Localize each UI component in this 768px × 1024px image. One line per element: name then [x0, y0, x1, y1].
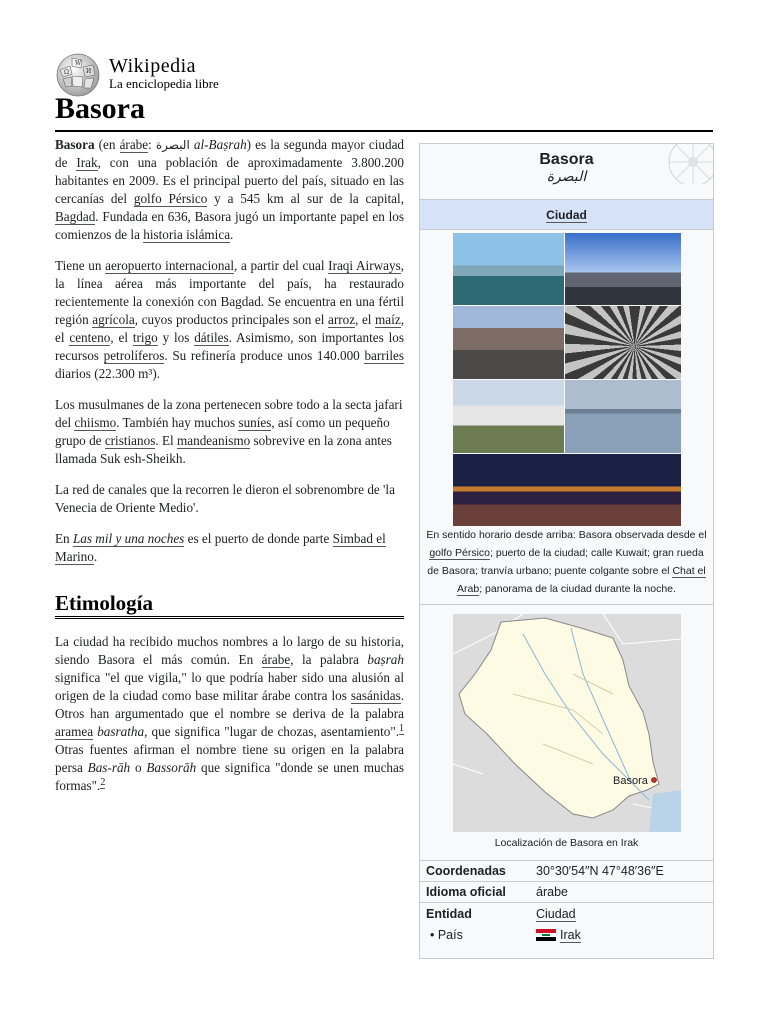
link-datiles[interactable]: dátiles	[194, 330, 229, 345]
infobox-type-link[interactable]: Ciudad	[546, 208, 587, 222]
caption-link-golfo[interactable]: golfo Pérsico	[429, 547, 491, 559]
link-iraqi-airways[interactable]: Iraqi Airways	[328, 258, 401, 273]
infobox-title: Basora	[539, 151, 594, 168]
title-divider	[55, 130, 713, 132]
photo-tram	[453, 380, 564, 453]
intro-paragraph-3: Los musulmanes de la zona pertenecen sobre todo a la secta jafari del chiismo. También hay muchos suníes, así como un pequeño grupo de cristianos. El mandeanismo sobrevive en la zona antes llamada Suk esh-Sheikh.	[55, 397, 403, 466]
arabic-name: البصرة	[155, 138, 190, 152]
map-city-marker	[651, 778, 656, 783]
infobox-native-name: البصرة	[546, 169, 587, 185]
link-aeropuerto[interactable]: aeropuerto internacional	[105, 258, 234, 273]
photo-port	[565, 233, 681, 305]
link-simbad[interactable]: Simbad el Marino	[55, 531, 386, 564]
link-arabe-2[interactable]: árabe	[261, 652, 291, 667]
link-irak[interactable]: Irak	[76, 155, 98, 170]
intro-paragraph-5: En Las mil y una noches es el puerto de donde parte Simbad el Marino.	[55, 531, 386, 564]
caption-link-chat-el-arab[interactable]: Chat el Arab	[457, 565, 706, 595]
coords-value[interactable]: 30°30′54″N 47°48′36″E	[536, 864, 664, 878]
link-bagdad[interactable]: Bagdad	[55, 209, 96, 224]
map-city-label: Basora	[612, 775, 648, 787]
map-caption: Localización de Basora en Irak	[420, 832, 713, 861]
link-historia-islamica[interactable]: historia islámica	[143, 227, 231, 242]
row-pais	[420, 924, 713, 945]
link-golfo-persico[interactable]: golfo Pérsico	[133, 191, 208, 206]
location-map[interactable]	[453, 614, 681, 832]
link-mil-y-una-noches[interactable]: Las mil y una noches	[72, 531, 185, 546]
reference-1[interactable]: 1	[399, 722, 405, 734]
page-title: Basora	[55, 92, 145, 125]
idioma-value[interactable]: árabe	[536, 885, 568, 899]
collage-caption: En sentido horario desde arriba: Basora observada desde el golfo Pérsico; puerto de la ciudad; calle Kuwait; gran rueda de Basora; tranvía urbano; puente colgante sobre el Chat el Arab; panorama de la ciudad durante la noche.	[420, 526, 713, 605]
link-trigo[interactable]: trigo	[132, 330, 158, 345]
link-agricola[interactable]: agrícola	[92, 312, 135, 327]
link-mandeanismo[interactable]: mandeanismo	[176, 433, 251, 448]
svg-text:Ω: Ω	[64, 69, 69, 76]
pais-label: • País	[430, 927, 463, 942]
map-gulf	[649, 790, 681, 832]
infobox	[419, 143, 714, 959]
svg-text:W: W	[75, 60, 82, 67]
row-entidad	[420, 903, 713, 924]
city-emblem-icon	[623, 144, 713, 184]
link-chiismo[interactable]: chiismo	[74, 415, 117, 430]
photo-gulf-view	[453, 233, 564, 305]
etimologia-paragraph: La ciudad ha recibido muchos nombres a lo largo de su historia, siendo Basora el más común. En árabe, la palabra baṣrah significa "el que vigila," lo que podría haber sido una alusión al origen de la ciudad como base militar árabe contra los sasánidas. Otros han argumentado que el nombre se deriva de la palabra aramea basratha, que significa "lugar de chozas, asentamiento".$^1$ Otras fuentes afirman el nombre tiene su origen en la palabra persa Bas-rāh o Bassorāh que significa "donde se unen muchas formas".$^2$	[55, 634, 405, 793]
entidad-value[interactable]: Ciudad	[536, 906, 576, 921]
link-arabe[interactable]: árabe	[119, 137, 149, 152]
link-barriles[interactable]: barriles	[364, 348, 404, 363]
section-heading-etimologia: Etimología	[55, 594, 404, 619]
coords-label: Coordenadas	[426, 864, 506, 878]
transliteration: al-Baṣrah	[193, 137, 247, 152]
reference-2[interactable]: 2	[100, 776, 106, 788]
link-sasanidas[interactable]: sasánidas	[350, 688, 401, 703]
article-body	[55, 136, 404, 808]
intro-paragraph-4: La red de canales que la recorren le dieron el sobrenombre de 'la Venecia de Oriente Medio'.	[55, 482, 395, 515]
row-idioma	[420, 882, 713, 903]
idioma-label: Idioma oficial	[426, 885, 506, 899]
link-cristianos[interactable]: cristianos	[104, 433, 156, 448]
link-aramea[interactable]: aramea	[55, 724, 94, 739]
svg-text:И: И	[86, 68, 92, 75]
iraq-flag-icon	[536, 929, 556, 941]
photo-collage[interactable]	[453, 233, 681, 526]
intro-paragraph-2: Tiene un aeropuerto internacional, a partir del cual Iraqi Airways, la línea aérea más importante del país, ha restaurado recientemente la conexión con Bagdad. Se encuentra en una fértil región agrícola, cuyos productos principales son el arroz, el maíz, el centeno, el trigo y los dátiles. Asimismo, son importantes los recursos petrolíferos. Su refinería produce unos 140.000 barriles diarios (22.300 m³).	[55, 258, 404, 381]
photo-night-panorama	[453, 454, 681, 526]
site-wordmark[interactable]: Wikipedia	[109, 55, 196, 77]
infobox-type-band	[420, 200, 713, 230]
intro-paragraph-1: Basora (en árabe: البصرة al-Baṣrah) es la segunda mayor ciudad de Irak, con una población de aproximadamente 3.800.200 habitantes en 2009. Es el principal puerto del país, situado en las cercanías del golfo Pérsico y a 545 km al sur de la capital, Bagdad. Fundada en 636, Basora jugó un importante papel en los comienzos de la historia islámica.	[55, 137, 405, 242]
pais-value[interactable]: Irak	[536, 928, 713, 942]
entidad-label: Entidad	[426, 906, 472, 921]
link-centeno[interactable]: centeno	[69, 330, 111, 345]
site-tagline: La enciclopedia libre	[109, 76, 219, 91]
infobox-header	[420, 144, 713, 200]
lead-term: Basora	[55, 137, 95, 152]
link-arroz[interactable]: arroz	[327, 312, 356, 327]
photo-ferris-wheel	[565, 306, 681, 379]
link-petroliferos[interactable]: petrolíferos	[103, 348, 165, 363]
row-coordenadas	[420, 861, 713, 882]
photo-kuwait-street	[453, 306, 564, 379]
link-maiz[interactable]: maíz	[375, 312, 401, 327]
photo-bridge	[565, 380, 681, 453]
link-sunies[interactable]: suníes	[238, 415, 272, 430]
